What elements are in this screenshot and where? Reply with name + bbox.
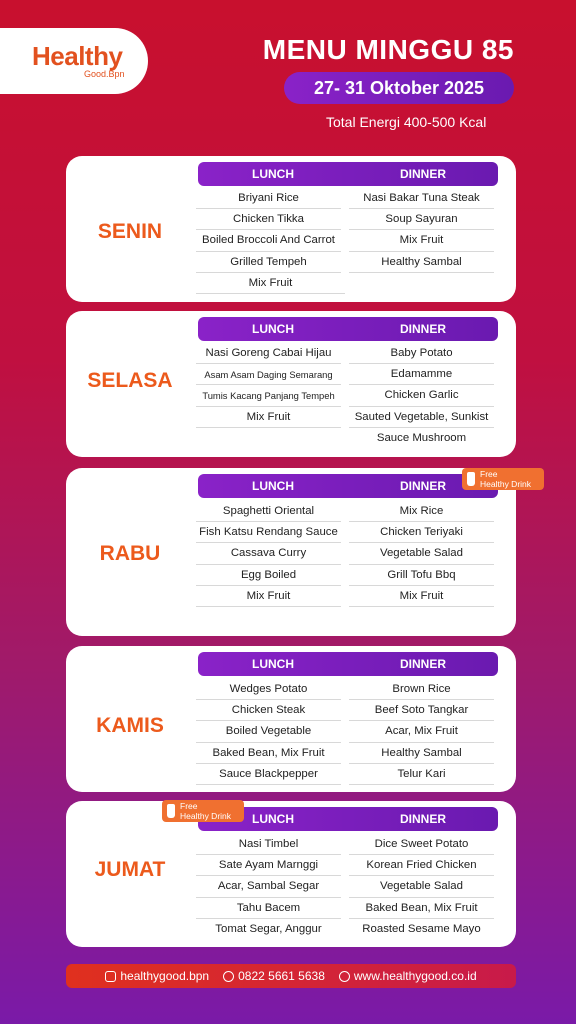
dinner-item: Healthy Sambal <box>349 252 494 273</box>
table-row <box>192 679 498 700</box>
lunch-item: Sauce Blackpepper <box>196 764 341 785</box>
dinner-item: Edamamme <box>349 364 494 385</box>
dinner-item: Vegetable Salad <box>349 876 494 897</box>
menu-rows <box>192 343 498 449</box>
column-header <box>198 474 498 498</box>
day-card-kamis <box>66 646 516 792</box>
website-link[interactable] <box>339 969 477 983</box>
dinner-item: Roasted Sesame Mayo <box>362 922 481 935</box>
table-row <box>192 700 498 721</box>
day-name: JUMAT <box>94 858 166 881</box>
day-card-senin <box>66 156 516 302</box>
dinner-item: Nasi Bakar Tuna Steak <box>349 188 494 209</box>
column-header <box>198 317 498 341</box>
free-drink-badge <box>162 800 244 822</box>
table-row <box>192 834 498 855</box>
dinner-item: Chicken Teriyaki <box>349 522 494 543</box>
table-row <box>192 522 498 543</box>
dinner-item: Acar, Mix Fruit <box>349 721 494 742</box>
dinner-item: Beef Soto Tangkar <box>349 700 494 721</box>
menu-rows <box>192 834 498 940</box>
free-drink-badge <box>462 468 544 490</box>
dinner-header: DINNER <box>399 479 446 493</box>
day-name: SELASA <box>87 369 173 392</box>
dinner-item: Baked Bean, Mix Fruit <box>349 898 494 919</box>
table-row <box>192 273 498 294</box>
day-name: KAMIS <box>96 714 164 737</box>
website-url: www.healthygood.co.id <box>353 969 477 983</box>
table-row <box>192 919 498 940</box>
badge-line1: Free <box>480 469 498 479</box>
lunch-item: Briyani Rice <box>196 188 341 209</box>
logo-text: Healthy <box>32 40 123 71</box>
lunch-header: LUNCH <box>252 812 294 826</box>
table-row <box>192 209 498 230</box>
lunch-item: Spaghetti Oriental <box>196 501 341 522</box>
lunch-item: Tumis Kacang Panjang Tempeh <box>196 385 341 406</box>
bottle-icon <box>467 472 475 486</box>
dinner-item: Baby Potato <box>349 343 494 364</box>
table-row <box>192 428 498 449</box>
lunch-item: Baked Bean, Mix Fruit <box>196 743 341 764</box>
bottle-icon <box>167 804 175 818</box>
lunch-item: Acar, Sambal Segar <box>196 876 341 897</box>
dinner-item: Grill Tofu Bbq <box>349 565 494 586</box>
table-row <box>192 188 498 209</box>
instagram-icon <box>105 971 116 982</box>
dinner-item <box>349 273 498 294</box>
dinner-header: DINNER <box>399 167 446 181</box>
table-row <box>192 343 498 364</box>
dinner-item: Brown Rice <box>349 679 494 700</box>
logo <box>0 28 148 94</box>
dinner-item: Korean Fried Chicken <box>349 855 494 876</box>
column-header <box>198 652 498 676</box>
lunch-item: Grilled Tempeh <box>196 252 341 273</box>
menu-rows <box>192 188 498 294</box>
dinner-item: Vegetable Salad <box>349 543 494 564</box>
instagram-contact[interactable] <box>105 969 209 983</box>
lunch-item: Nasi Goreng Cabai Hijau <box>196 343 341 364</box>
menu-rows <box>192 501 498 607</box>
dinner-item: Mix Fruit <box>349 586 494 607</box>
table-row <box>192 876 498 897</box>
table-row <box>192 743 498 764</box>
table-row <box>192 501 498 522</box>
dinner-item: Dice Sweet Potato <box>349 834 494 855</box>
dinner-header: DINNER <box>399 657 446 671</box>
lunch-item: Cassava Curry <box>196 543 341 564</box>
table-row <box>192 364 498 385</box>
lunch-item <box>192 428 345 449</box>
day-name: RABU <box>99 542 161 565</box>
lunch-item: Wedges Potato <box>196 679 341 700</box>
lunch-item: Fish Katsu Rendang Sauce <box>196 522 341 543</box>
badge-line2: Healthy Drink <box>180 810 232 821</box>
table-row <box>192 721 498 742</box>
table-row <box>192 586 498 607</box>
logo-subtext: Good.Bpn <box>84 68 125 79</box>
dinner-item: Sauted Vegetable, Sunkist <box>349 407 494 428</box>
lunch-item: Boiled Broccoli And Carrot <box>196 230 341 251</box>
lunch-header: LUNCH <box>252 657 294 671</box>
dinner-item: Chicken Garlic <box>349 385 494 406</box>
lunch-item: Mix Fruit <box>196 273 345 294</box>
day-card-selasa <box>66 311 516 457</box>
lunch-item: Mix Fruit <box>196 407 341 428</box>
lunch-header: LUNCH <box>252 322 294 336</box>
table-row <box>192 898 498 919</box>
dinner-header: DINNER <box>399 322 446 336</box>
dinner-item: Sauce Mushroom <box>376 431 467 444</box>
menu-rows <box>192 679 498 785</box>
energy-info: Total Energi 400-500 Kcal <box>326 114 487 130</box>
lunch-item: Tahu Bacem <box>196 898 341 919</box>
dinner-item: Mix Rice <box>349 501 494 522</box>
day-card-rabu <box>66 468 516 636</box>
table-row <box>192 230 498 251</box>
lunch-item: Asam Asam Daging Semarang <box>196 364 341 385</box>
table-row <box>192 764 498 785</box>
lunch-item: Sate Ayam Marnggi <box>196 855 341 876</box>
day-name: SENIN <box>97 220 163 243</box>
table-row <box>192 855 498 876</box>
lunch-item: Mix Fruit <box>196 586 341 607</box>
table-row <box>192 543 498 564</box>
table-row <box>192 407 498 428</box>
badge-line2: Healthy Drink <box>480 478 532 489</box>
table-row <box>192 565 498 586</box>
table-row <box>192 385 498 406</box>
day-card-jumat <box>66 801 516 947</box>
lunch-item: Tomat Segar, Anggur <box>215 922 322 935</box>
dinner-header: DINNER <box>399 812 446 826</box>
dinner-item: Telur Kari <box>349 764 494 785</box>
column-header <box>198 162 498 186</box>
badge-line1: Free <box>180 801 198 811</box>
whatsapp-icon <box>223 971 234 982</box>
lunch-header: LUNCH <box>252 167 294 181</box>
contact-footer <box>66 964 516 988</box>
dinner-item: Healthy Sambal <box>349 743 494 764</box>
lunch-item: Chicken Tikka <box>196 209 341 230</box>
lunch-item: Egg Boiled <box>196 565 341 586</box>
dinner-item: Soup Sayuran <box>349 209 494 230</box>
lunch-header: LUNCH <box>252 479 294 493</box>
table-row <box>192 252 498 273</box>
whatsapp-number: 0822 5661 5638 <box>238 969 325 983</box>
instagram-handle: healthygood.bpn <box>120 969 210 983</box>
date-range: 27- 31 Oktober 2025 <box>284 72 514 104</box>
lunch-item: Chicken Steak <box>196 700 341 721</box>
globe-icon <box>339 971 350 982</box>
whatsapp-contact[interactable] <box>223 969 325 983</box>
lunch-item: Nasi Timbel <box>196 834 341 855</box>
lunch-item: Boiled Vegetable <box>196 721 341 742</box>
dinner-item: Mix Fruit <box>349 230 494 251</box>
page-title: MENU MINGGU 85 <box>262 34 514 65</box>
